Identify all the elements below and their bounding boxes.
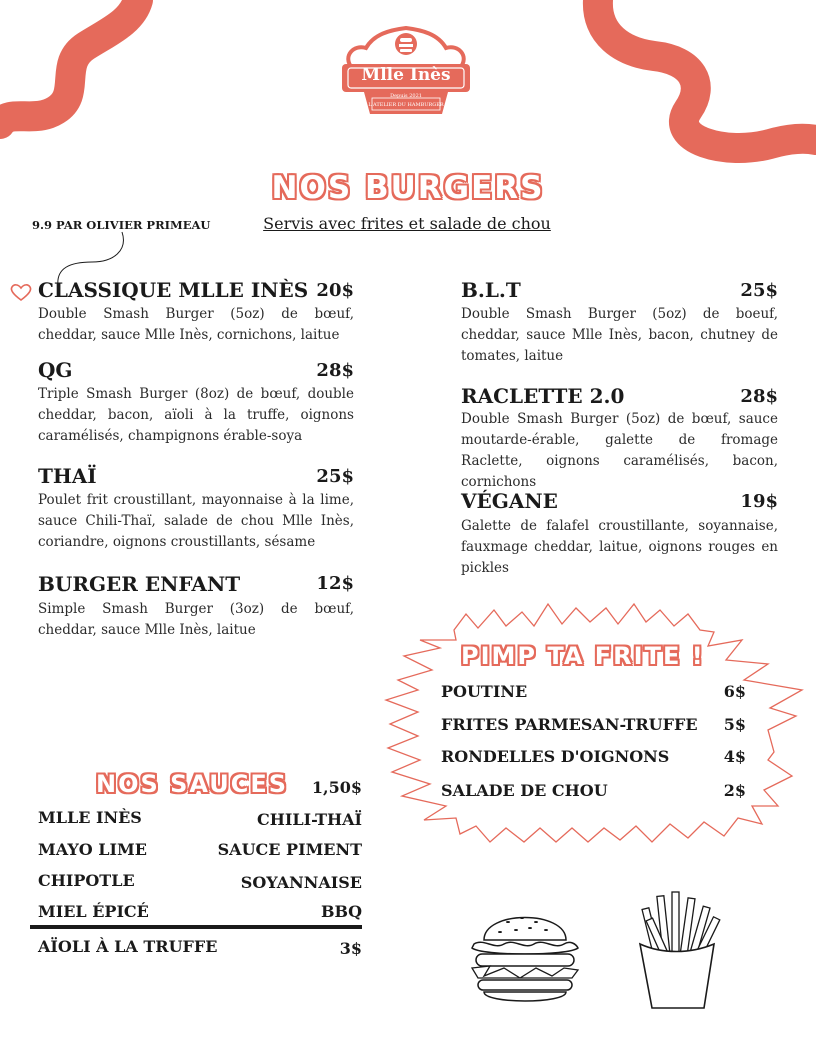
sauce-right-2: SOYANNAISE <box>240 873 362 892</box>
burger-price-blt: 25$ <box>740 280 778 301</box>
burger-name-classique: CLASSIQUE MLLE INÈS <box>38 278 309 302</box>
fries-icon <box>626 888 726 1012</box>
burger-name-thai: THAÏ <box>38 464 97 488</box>
burger-desc-classique: Double Smash Burger (5oz) de bœuf, cheddar, sauce Mlle Inès, cornichons, laitue <box>38 306 354 343</box>
logo-name: Mlle Inès <box>361 65 451 85</box>
sauce-left-0: MLLE INÈS <box>38 808 142 827</box>
burgers-title: NOS BURGERS <box>271 170 545 206</box>
burger-name-vegane: VÉGANE <box>461 489 558 513</box>
burger-price-vegane: 19$ <box>740 491 778 512</box>
burger-name-enfant: BURGER ENFANT <box>38 572 241 596</box>
frites-title: PIMP TA FRITE ! <box>461 642 705 670</box>
burger-desc-thai: Poulet frit croustillant, mayonnaise à la lime, sauce Chili-Thaï, salade de chou Mlle Inès, coriandre, oignons croustillants, sésame <box>38 492 354 550</box>
frite-price-1: 5$ <box>723 715 746 734</box>
sauces-title: NOS SAUCES <box>96 770 289 798</box>
frite-name-2: RONDELLES D'OIGNONS <box>441 747 670 766</box>
sauces-divider <box>30 925 362 929</box>
author-note: 9.9 PAR OLIVIER PRIMEAU <box>32 218 211 232</box>
burger-desc-enfant: Simple Smash Burger (3oz) de bœuf, cheddar, sauce Mlle Inès, laitue <box>38 601 354 638</box>
frite-name-0: POUTINE <box>441 682 528 701</box>
sauce-right-1: SAUCE PIMENT <box>217 840 362 859</box>
burger-name-blt: B.L.T <box>461 278 521 302</box>
sauce-extra-price: 3$ <box>339 939 362 958</box>
sauce-right-3: BBQ <box>321 902 362 921</box>
sauce-right-0: CHILI-THAÏ <box>257 810 362 829</box>
sauce-left-3: MIEL ÉPICÉ <box>38 902 149 921</box>
sauce-left-1: MAYO LIME <box>38 840 147 859</box>
logo-since: Depuis 2021 <box>390 93 422 99</box>
frite-price-2: 4$ <box>723 747 746 766</box>
sauce-left-2: CHIPOTLE <box>38 871 135 890</box>
burger-name-raclette: RACLETTE 2.0 <box>461 384 625 408</box>
burger-price-classique: 20$ <box>316 280 354 301</box>
frite-name-3: SALADE DE CHOU <box>441 781 608 800</box>
burger-desc-raclette: Double Smash Burger (5oz) de bœuf, sauce moutarde-érable, galette de fromage Raclette, oignons caramélisés, bacon, cornichons <box>461 411 778 490</box>
burger-price-qg: 28$ <box>316 360 354 381</box>
sauce-extra-name: AÏOLI À LA TRUFFE <box>38 937 218 956</box>
burger-desc-vegane: Galette de falafel croustillante, soyannaise, fauxmage cheddar, laitue, oignons rouges en pickles <box>461 518 778 576</box>
burger-price-enfant: 12$ <box>316 573 354 594</box>
frite-price-0: 6$ <box>723 682 746 701</box>
sauces-price: 1,50$ <box>311 778 362 797</box>
burgers-subtitle: Servis avec frites et salade de chou <box>263 214 551 233</box>
logo-tagline: L'ATELIER DU HAMBURGER <box>368 102 444 108</box>
burger-price-thai: 25$ <box>316 466 354 487</box>
burger-name-qg: QG <box>38 358 73 382</box>
burger-desc-qg: Triple Smash Burger (8oz) de bœuf, double cheddar, bacon, aïoli à la truffe, oignons caramélisés, champignons érable-soya <box>38 386 354 444</box>
burger-icon <box>460 900 590 1010</box>
frite-name-1: FRITES PARMESAN-TRUFFE <box>441 715 698 734</box>
frite-price-3: 2$ <box>723 781 746 800</box>
burger-desc-blt: Double Smash Burger (5oz) de boeuf, cheddar, sauce Mlle Inès, bacon, chutney de tomates, laitue <box>461 306 778 364</box>
burger-price-raclette: 28$ <box>740 386 778 407</box>
